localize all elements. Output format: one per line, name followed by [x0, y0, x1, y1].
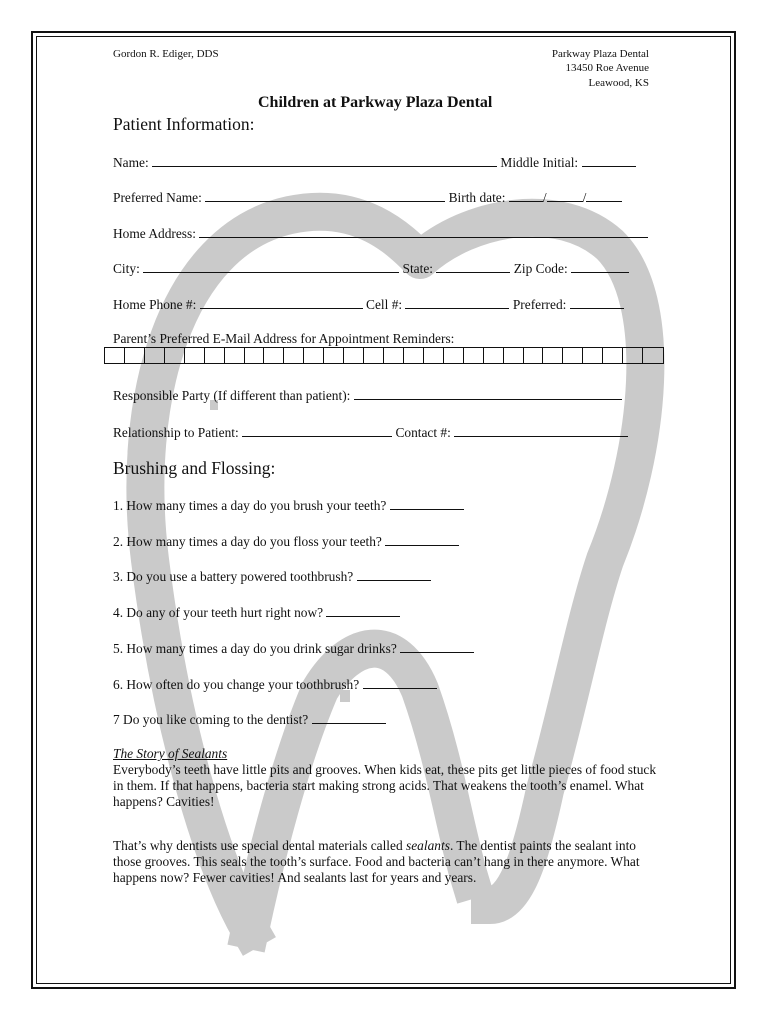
contact-field[interactable]	[454, 424, 628, 437]
contact-label: Contact #:	[395, 425, 451, 440]
zip-label: Zip Code:	[513, 261, 568, 276]
middle-initial-field[interactable]	[582, 154, 636, 167]
question-4	[113, 604, 400, 621]
question-1-answer[interactable]	[390, 497, 464, 510]
responsible-party-label: Responsible Party (If different than patient):	[113, 388, 351, 403]
email-label: Parent’s Preferred E-Mail Address for Appointment Reminders:	[113, 331, 455, 346]
birth-date-label: Birth date:	[448, 190, 506, 205]
cell-field[interactable]	[405, 296, 509, 309]
question-2-answer[interactable]	[385, 533, 459, 546]
sealants-heading: The Story of Sealants	[113, 746, 228, 761]
city-field[interactable]	[143, 260, 399, 273]
dentist-name: Gordon R. Ediger, DDS	[113, 48, 219, 60]
practice-name: Parkway Plaza Dental	[551, 48, 649, 60]
phone-row	[113, 296, 624, 313]
cell-label: Cell #:	[366, 297, 403, 312]
home-phone-label: Home Phone #:	[113, 297, 197, 312]
question-2	[113, 533, 459, 550]
preferred-label: Preferred:	[512, 297, 567, 312]
question-7	[113, 711, 386, 728]
question-5-answer[interactable]	[400, 640, 474, 653]
question-2-text: 2. How many times a day do you floss your teeth?	[113, 534, 382, 549]
question-3	[113, 568, 431, 585]
question-3-text: 3. Do you use a battery powered toothbrush?	[113, 569, 354, 584]
zip-field[interactable]	[571, 260, 629, 273]
birth-year-field[interactable]	[586, 189, 622, 202]
question-5-text: 5. How many times a day do you drink sugar drinks?	[113, 641, 397, 656]
state-field[interactable]	[436, 260, 510, 273]
question-7-text: 7 Do you like coming to the dentist?	[113, 712, 309, 727]
preferred-name-row: Preferred Name: Birth date: / /	[113, 189, 622, 206]
state-label: State:	[402, 261, 434, 276]
birth-day-field[interactable]	[547, 189, 583, 202]
city-row	[113, 260, 629, 277]
question-3-answer[interactable]	[357, 568, 431, 581]
patient-info-heading: Patient Information:	[113, 114, 255, 134]
home-address-row	[113, 225, 648, 242]
relationship-row	[113, 424, 628, 441]
name-label: Name:	[113, 155, 149, 170]
preferred-field[interactable]	[570, 296, 624, 309]
sealants-paragraph-1: Everybody’s teeth have little pits and grooves. When kids eat, these pits get little pieces of food stuck in them. If that happens, bacteria start making strong acids. That weakens the tooth’s enamel. What happens? Cavities!	[113, 762, 657, 810]
question-6-text: 6. How often do you change your toothbrush?	[113, 677, 360, 692]
question-1-text: 1. How many times a day do you brush your teeth?	[113, 498, 387, 513]
practice-city: Leawood, KS	[588, 77, 649, 89]
home-address-field[interactable]	[199, 225, 648, 238]
question-6-answer[interactable]	[363, 676, 437, 689]
responsible-party-field[interactable]	[354, 387, 622, 400]
middle-initial-label: Middle Initial:	[500, 155, 579, 170]
relationship-label: Relationship to Patient:	[113, 425, 239, 440]
preferred-name-label: Preferred Name:	[113, 190, 202, 205]
city-label: City:	[113, 261, 140, 276]
question-4-answer[interactable]	[326, 604, 400, 617]
name-row	[113, 154, 636, 171]
preferred-name-field[interactable]	[205, 189, 445, 202]
home-phone-field[interactable]	[200, 296, 363, 309]
practice-street: 13450 Roe Avenue	[565, 62, 649, 74]
email-input-boxes[interactable]	[104, 347, 664, 364]
question-5	[113, 640, 474, 657]
question-6	[113, 676, 437, 693]
brushing-heading: Brushing and Flossing:	[113, 458, 276, 478]
page-title: Children at Parkway Plaza Dental	[258, 94, 493, 111]
question-1	[113, 497, 464, 514]
question-4-text: 4. Do any of your teeth hurt right now?	[113, 605, 324, 620]
name-field[interactable]	[152, 154, 497, 167]
sealants-paragraph-2: That’s why dentists use special dental materials called sealants. The dentist paints the sealant into those grooves. This seals the tooth’s surface. Food and bacteria can’t hang in there anymore. What happens now? Fewer cavities! And sealants last for years and years.	[113, 838, 640, 886]
responsible-party-row	[113, 387, 622, 404]
home-address-label: Home Address:	[113, 226, 196, 241]
relationship-field[interactable]	[242, 424, 392, 437]
question-7-answer[interactable]	[312, 711, 386, 724]
birth-month-field[interactable]	[509, 189, 543, 202]
